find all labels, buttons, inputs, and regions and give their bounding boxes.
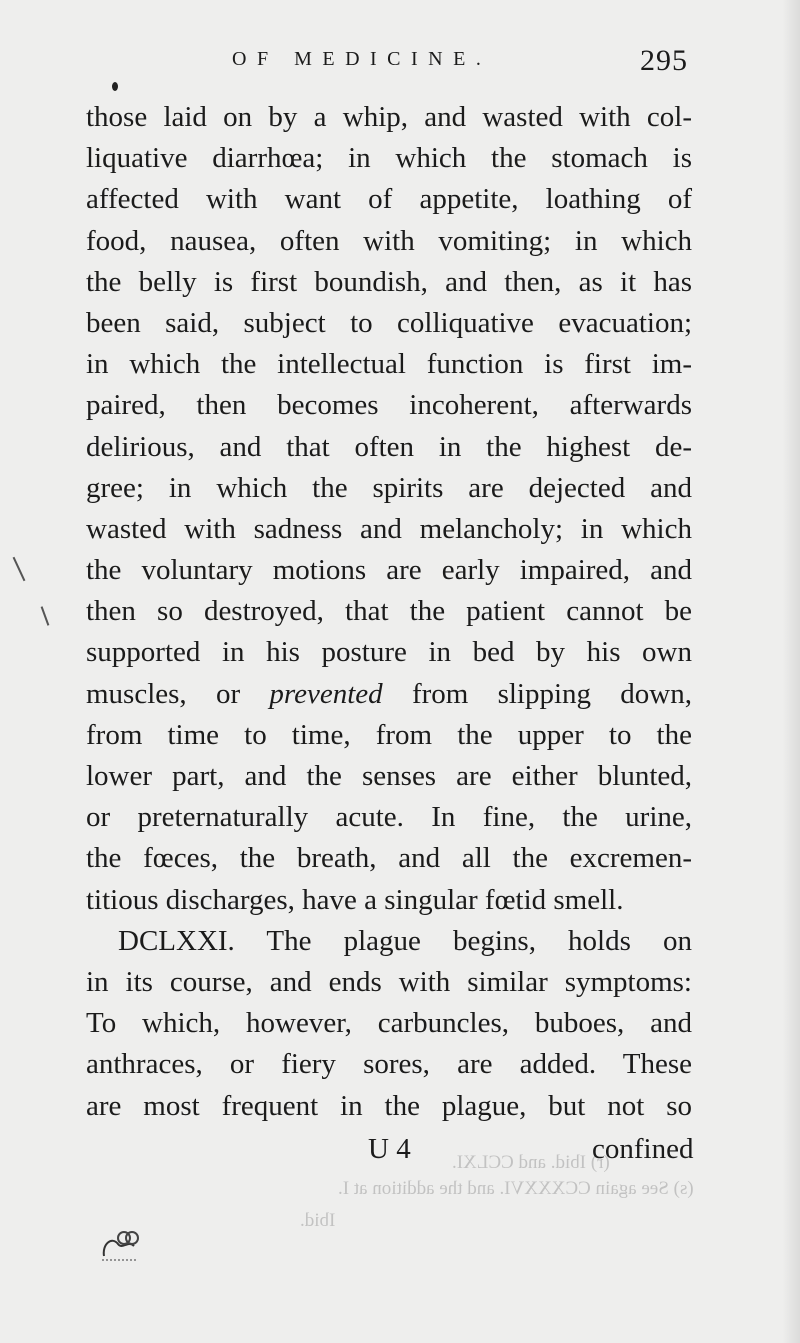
signature-mark: U 4 [368, 1133, 411, 1165]
text-line: those laid on by a whip, and wasted with col- [86, 101, 692, 133]
catchword: confined [592, 1133, 694, 1165]
italic-word: prevented [269, 677, 383, 710]
text-line: then so destroyed, that the patient cannot be [86, 595, 692, 628]
show-through-text: (s) See again CCXXXVI. and the addition at I. [338, 1178, 694, 1199]
text-line: delirious, and that often in the highest de- [86, 430, 692, 463]
body-text [86, 97, 692, 1127]
text-line: from time to time, from the upper to the [86, 718, 692, 751]
text-line: anthraces, or fiery sores, are added. These [86, 1048, 692, 1081]
catchline [0, 1133, 800, 1177]
text-line: To which, however, carbuncles, buboes, and [86, 1007, 692, 1040]
show-through-text: Ibid. [300, 1210, 336, 1231]
page-number: 295 [640, 44, 688, 77]
text-line-with-italic [86, 674, 692, 715]
text-line: or preternaturally acute. In fine, the urine, [86, 801, 692, 834]
text-line: affected with want of appetite, loathing of [86, 183, 692, 216]
text-line: the fœces, the breath, and all the excremen- [86, 842, 692, 875]
text-line: paired, then becomes incoherent, afterwards [86, 389, 692, 422]
running-head: OF MEDICINE. [232, 48, 492, 70]
text-line: in which the intellectual function is first im- [86, 348, 692, 381]
text-line: food, nausea, often with vomiting; in which [86, 224, 692, 257]
text-line: been said, subject to colliquative evacuation; [86, 306, 692, 339]
section-heading-line: DCLXXI. The plague begins, holds on [118, 924, 692, 957]
text-line: are most frequent in the plague, but not so [86, 1089, 692, 1122]
text-line: in its course, and ends with similar symptoms: [86, 965, 692, 998]
text-line: wasted with sadness and melancholy; in which [86, 512, 692, 545]
show-through-text: (r) Ibid. and CCLXI. [452, 1152, 610, 1173]
text-line: supported in his posture in bed by his own [86, 636, 692, 669]
margin-mark [41, 606, 50, 625]
text-line: the voluntary motions are early impaired, and [86, 554, 692, 587]
text-segment: from slipping down, [411, 677, 693, 710]
ink-speck [112, 82, 118, 91]
library-stamp-icon [98, 1226, 142, 1266]
text-line: liquative diarrhœa; in which the stomach is [86, 142, 692, 175]
text-line: the belly is first boundish, and then, as it has [86, 265, 692, 298]
text-segment: muscles, or [86, 677, 241, 710]
text-line: lower part, and the senses are either blunted, [86, 760, 692, 792]
text-line: gree; in which the spirits are dejected and [86, 471, 692, 504]
margin-mark [13, 557, 26, 581]
paragraph-end-line: titious discharges, have a singular fœtid smell. [86, 883, 624, 916]
